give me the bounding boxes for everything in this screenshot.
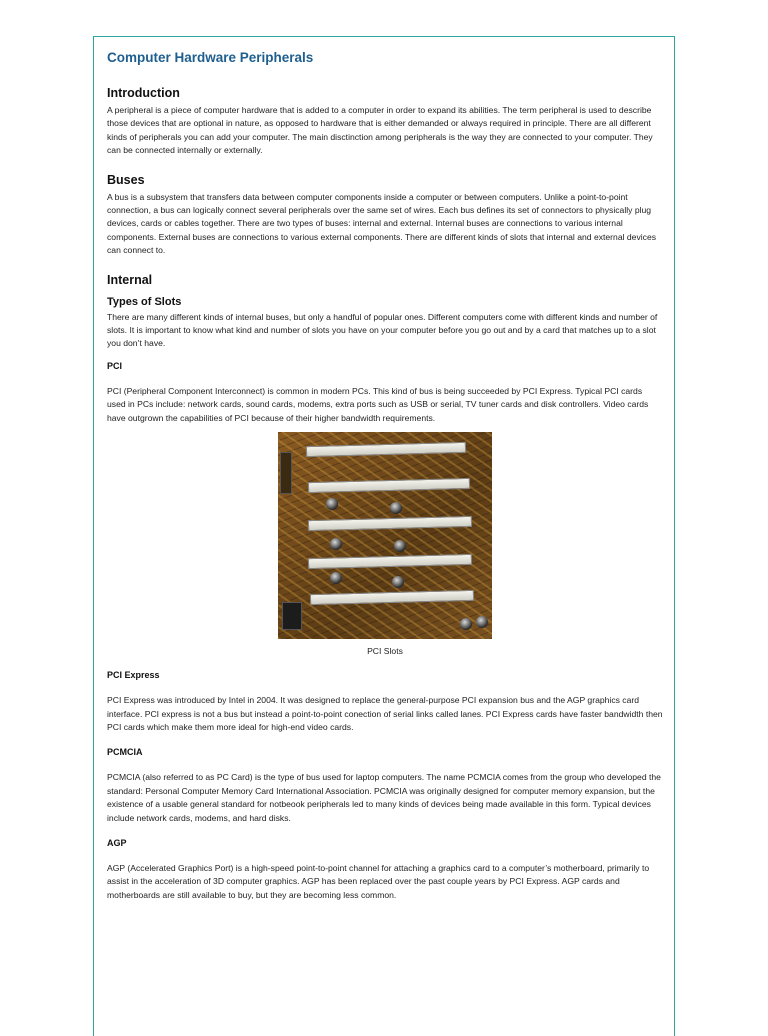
introduction-text: A peripheral is a piece of computer hardware that is added to a computer in order to expand its abilities. The term peripheral is used to describe those devices that are optional in nature, as opposed to hardware that is either demanded or always required in principle. There are all different kinds of peripherals you can add your computer. The main disctinction among peripherals is the way they are connected to your computer. They can be connected internally or externally. [107, 105, 653, 156]
agp-heading: AGP [107, 837, 127, 848]
pcmcia-text: PCMCIA (also referred to as PC Card) is the type of bus used for laptop computers. The name PCMCIA comes from the group who developed the standard: Personal Computer Memory Card International Association. PCMCIA was originally designed for computer memory expansion, but the existence of a usable general standard for notbeook peripherals led to many kinds of devices being made available in this form. Typical devices include network cards, modems, and hard disks. [107, 772, 661, 823]
document-content [107, 44, 663, 902]
pci-text: PCI (Peripheral Component Interconnect) is common in modern PCs. This kind of bus is being succeeded by PCI Express. Typical PCI cards used in PCs include: network cards, sound cards, modems, extra ports such as USB or serial, TV tuner cards and disk controllers. Video cards have outgrown the capabilities of PCI because of their higher bandwidth requirements. [107, 385, 649, 423]
pci-heading: PCI [107, 360, 123, 371]
pci-slots-figure [107, 432, 663, 657]
agp-text: AGP (Accelerated Graphics Port) is a high-speed point-to-point channel for attaching a graphics card to a computer’s motherboard, primarily to assist in the acceleration of 3D computer graphics. AGP has been replaced over the past couple years by PCI Express. AGP cards and motherboards are still available to buy, but they are becoming less common. [107, 862, 650, 900]
pci-express-text: PCI Express was introduced by Intel in 2004. It was designed to replace the general-purpose PCI expansion bus and the AGP graphics card interface. PCI express is not a bus but instead a point-to-point conection of serial links called lanes. PCI Express cards have faster bandwidth then PCI cards which make them more ideal for high-end video cards. [107, 695, 663, 732]
pcmcia-heading: PCMCIA [107, 747, 143, 758]
document-title: Computer Hardware Peripherals [107, 50, 314, 65]
types-of-slots-text: There are many different kinds of internal buses, but only a handful of popular ones. Different computers come with different kinds and number of slots. It is important to know what kind and number of slots you have on your computer before you go out and by a card that matches up to a slot you don’t have. [107, 311, 658, 349]
types-of-slots-heading: Types of Slots [107, 295, 182, 308]
pci-express-heading: PCI Express [107, 670, 160, 681]
introduction-heading: Introduction [107, 86, 180, 100]
pci-slots-photo [278, 432, 492, 639]
buses-text: A bus is a subsystem that transfers data between computer components inside a computer or between computers. Unlike a point-to-point connection, a bus can logically connect several peripherals over the same set of wires. Each bus defines its set of connectors to physically plug devices, cards or cables together. There are two types of buses: internal and external. Internal buses are connections to various internal components. External buses are connections to various external components. There are different kinds of slots that internal and external devices can connect to. [107, 191, 657, 256]
pci-slots-caption: PCI Slots [367, 646, 403, 657]
buses-heading: Buses [107, 172, 145, 187]
internal-heading: Internal [107, 272, 153, 287]
